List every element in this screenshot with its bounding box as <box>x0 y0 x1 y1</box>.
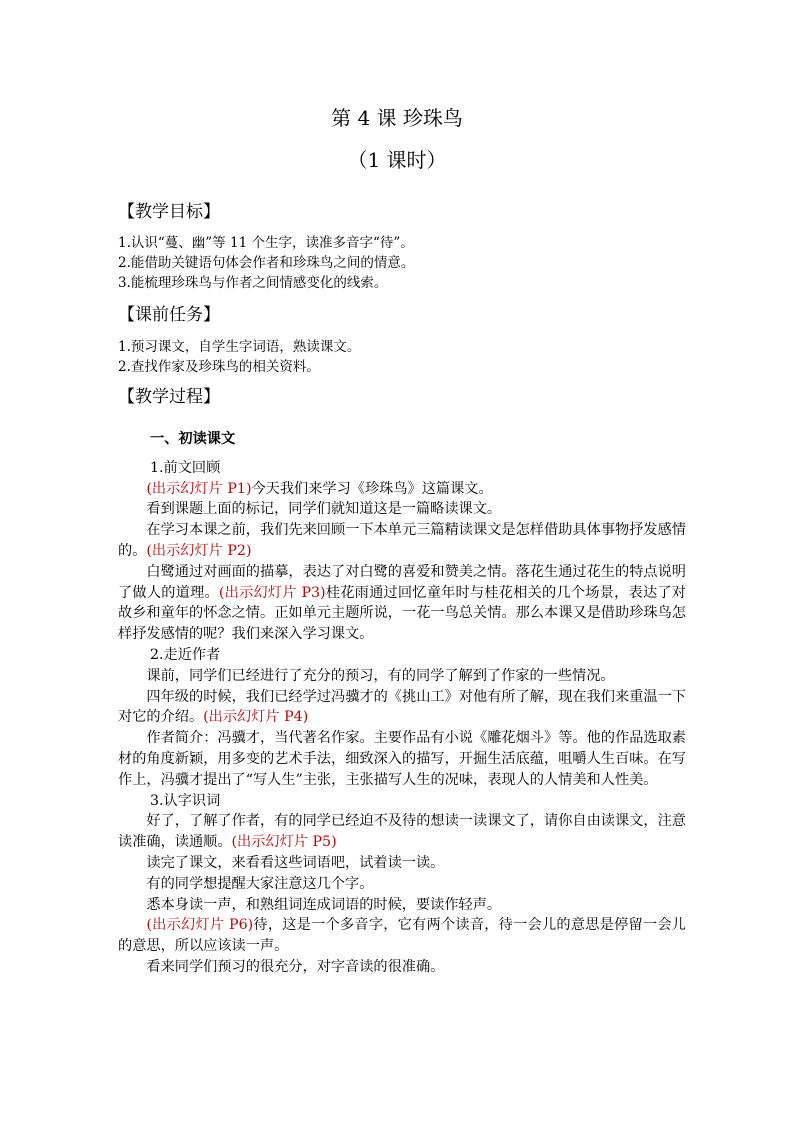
task-item: 1.预习课文，自学生字词语，熟读课文。 <box>118 339 361 355</box>
paragraph: 看到课题上面的标记，同学们就知道这是一篇略读课文。 <box>146 501 502 518</box>
goals-heading: 【教学目标】 <box>118 202 220 222</box>
paragraph: (出示幻灯片 P6)待，这是一个多音字，它有两个读音，待一会儿的意思是停留一会儿的意思，所以应该读一声。 <box>118 917 686 955</box>
process-body <box>118 429 686 978</box>
goal-item: 1.认识“蔓、幽”等 11 个生字，读准多音字“待”。 <box>118 235 414 251</box>
task-item: 2.查找作家及珍珠鸟的相关资料。 <box>118 359 320 375</box>
paragraph: (出示幻灯片 P1)今天我们来学习《珍珠鸟》这篇课文。 <box>146 480 493 497</box>
process-heading: 【教学过程】 <box>118 387 220 407</box>
subsection-title: 1.前文回顾 <box>150 459 221 476</box>
paragraph: 悉本身读一声，和熟组词连成词语的时候，要读作轻声。 <box>146 896 502 913</box>
slide-reference: (出示幻灯片 P5) <box>231 834 337 851</box>
paragraph: 有的同学想提醒大家注意这几个字。 <box>146 875 374 892</box>
paragraph: 看来同学们预习的很充分，对字音读的很准确。 <box>146 958 445 975</box>
paragraph: 四年级的时候，我们已经学过冯骥才的《挑山工》对他有所了解，现在我们来重温一下对它的介绍。(出示幻灯片 P4) <box>118 688 686 726</box>
slide-reference: (出示幻灯片 P3) <box>218 584 326 601</box>
paragraph: 在学习本课之前，我们先来回顾一下本单元三篇精读课文是怎样借助具体事物抒发感情的。(出示幻灯片 P2) <box>118 522 686 559</box>
lesson-title: 第 4 课 珍珠鸟 <box>331 106 463 130</box>
slide-reference: (出示幻灯片 P2) <box>146 542 252 559</box>
goal-item: 2.能借助关键语句体会作者和珍珠鸟之间的情意。 <box>118 255 415 271</box>
goals-list <box>118 233 698 293</box>
pre-tasks-heading: 【课前任务】 <box>118 305 220 325</box>
slide-reference: (出示幻灯片 P6) <box>146 917 254 934</box>
section-heading: 一、初读课文 <box>150 431 236 447</box>
slide-reference: (出示幻灯片 P4) <box>203 709 309 726</box>
paragraph: 白鹭通过对画面的描摹，表达了对白鹭的喜爱和赞美之情。落花生通过花生的特点说明了做人的道理。(出示幻灯片 P3)桂花雨通过回忆童年时与桂花相关的几个场景，表达了对故乡和童年的怀念之情。正如单元主题所说，一花一鸟总关情。那么本课又是借助珍珠鸟怎样抒发感情的呢？我们来深入学习课文。 <box>118 563 686 643</box>
paragraph: 课前，同学们已经进行了充分的预习，有的同学了解到了作家的一些情况。 <box>146 667 615 684</box>
goal-item: 3.能梳理珍珠鸟与作者之间情感变化的线索。 <box>118 275 388 291</box>
pre-tasks-list <box>118 337 698 377</box>
subsection-title: 2.走近作者 <box>150 646 221 663</box>
slide-reference: (出示幻灯片 P1) <box>146 480 252 497</box>
paragraph: 好了，了解了作者，有的同学已经迫不及待的想读一读课文了，请你自由读课文，注意读准确，读通顺。(出示幻灯片 P5) <box>118 813 686 851</box>
paragraph: 作者简介：冯骥才，当代著名作家。主要作品有小说《雕花烟斗》等。他的作品选取素材的角度新颖，用多变的艺术手法，细致深入的描写，开掘生活底蕴，咀嚼人生百味。在写作上，冯骥才提出了“写人生”主张，主张描写人生的况味，表现人的人情美和人性美。 <box>118 730 686 788</box>
paragraph: 读完了课文，来看看这些词语吧，试着读一读。 <box>146 854 445 871</box>
lesson-subtitle: （1 课时） <box>347 148 447 172</box>
subsection-title: 3.认字识词 <box>150 792 221 809</box>
